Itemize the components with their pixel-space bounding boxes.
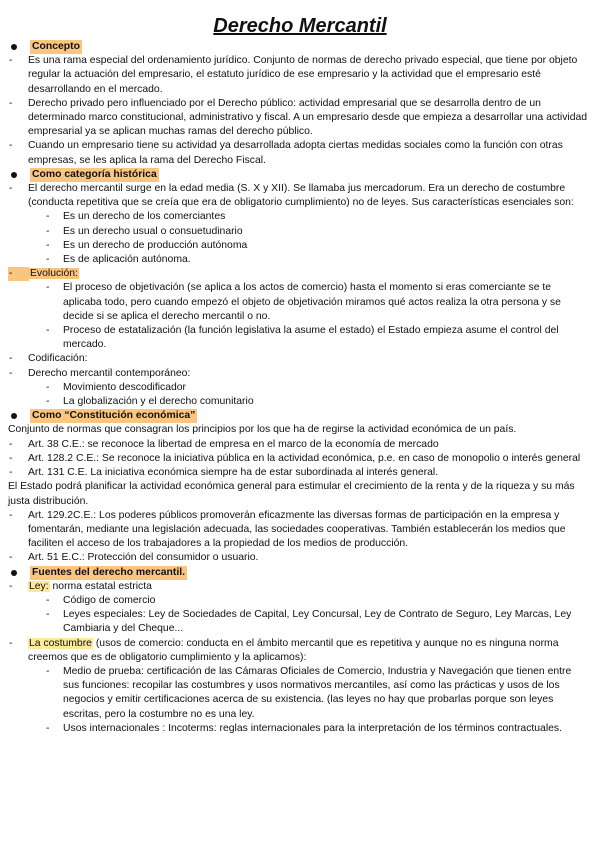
paragraph: El Estado podrá planificar la actividad económica general para estimular el crecimiento de la renta y de la riqueza y su más justa distribución. <box>8 481 575 507</box>
sub-list-item: - Usos internacionales : Incoterms: reglas internacionales para la interpretación de los términos contractuales. <box>46 722 563 734</box>
list-item: - Derecho privado pero influenciado por el Derecho público: actividad empresarial que se desarrolla dentro de un determinado marco constitucional, administrativo y fiscal. A un empresario desde que empieza a desarrollar una actividad empresarial ya se aplican muchas ramas del derecho público. <box>9 97 588 138</box>
sub-list-item: - Es un derecho usual o consuetudinario <box>46 225 243 237</box>
evolucion-label: Evolución: <box>30 268 78 280</box>
list-item: - Cuando un empresario tiene su actividad ya desarrollada adopta ciertas medidas sociales como la función con otras empresas, se les aplica la rama del Derecho Fiscal. <box>9 140 563 166</box>
section-heading-constitucion: Como “Constitución económica” <box>8 409 588 423</box>
section-heading-fuentes: Fuentes del derecho mercantil. <box>8 566 588 580</box>
bullet-icon <box>8 566 30 580</box>
costumbre-label: La costumbre <box>29 637 92 649</box>
paragraph: Conjunto de normas que consagran los principios por los que ha de regirse la actividad económica de un país. <box>8 424 517 436</box>
list-item: - Art. 128.2 C.E.: Se reconoce la iniciativa pública en la actividad económica, p.e. en caso de monopolio o interés general <box>9 452 581 464</box>
list-item: - Art. 131 C.E. La iniciativa económica siempre ha de estar subordinada al interés general. <box>9 467 439 479</box>
list-item-evolucion: - Evolución: <box>8 267 588 281</box>
list-item: - El derecho mercantil surge en la edad media (S. X y XII). Se llamaba jus mercadorum. Era un derecho de costumbre (conducta repetitiva que se creía que era de obligatorio cumplimiento) no de leyes. Sus características esenciales son: <box>9 183 574 209</box>
sub-list-item: - Código de comercio <box>46 594 156 606</box>
ley-label: Ley: <box>29 580 49 592</box>
bullet-icon <box>8 40 30 54</box>
list-item-costumbre: - La costumbre (usos de comercio: conducta en el ámbito mercantil que es repetitiva y aunque no es ninguna norma creemos que es de obligatorio cumplimiento y la aplicamos): <box>9 637 559 663</box>
sub-list-item: - Es un derecho de producción autónoma <box>46 239 248 251</box>
sub-list-item: - Movimiento descodificador <box>46 381 187 393</box>
sub-list-item: - La globalización y el derecho comunitario <box>46 396 254 408</box>
section-heading-concepto: Concepto <box>8 40 588 54</box>
sub-list-item: - Proceso de estatalización (la función legislativa la asume el estado) el Estado empieza asume el control del mercado. <box>46 325 559 351</box>
sub-list-item: - Es un derecho de los comerciantes <box>46 211 226 223</box>
list-item: - Codificación: <box>9 353 88 365</box>
section-heading-historia: Como categoría histórica <box>8 168 588 182</box>
page-title: Derecho Mercantil <box>213 15 387 37</box>
sub-list-item: - Leyes especiales: Ley de Sociedades de Capital, Ley Concursal, Ley de Contrato de Seguro, Ley Marcas, Ley Cambiaria y del Cheque... <box>46 609 572 635</box>
document-body <box>8 40 588 736</box>
sub-list-item: - El proceso de objetivación (se aplica a los actos de comercio) hasta el momento si eras comerciante se te aplicaba todo, pero cuando empezó el objeto de objetivación miramos qué actos realiza la otra persona y se decide si se aplica el derecho mercantil o no. <box>46 282 561 322</box>
list-item: - Es una rama especial del ordenamiento jurídico. Conjunto de normas de derecho privado especial, que tiene por objeto regular la actuación del empresario, el estatuto jurídico de ese empresario y la actividad que el empresario esté desarrollando en el mercado. <box>9 55 578 95</box>
list-item-ley: - Ley: norma estatal estricta <box>9 580 152 592</box>
list-item: - Art. 129.2C.E.: Los poderes públicos promoverán eficazmente las diversas formas de participación en la empresa y fomentarán, mediante una legislación adecuada, las sociedades cooperativas. También establecerán los medios que faciliten el acceso de los trabajadores a la propiedad de los medios de producción. <box>9 509 566 550</box>
bullet-icon <box>8 409 30 423</box>
list-item: - Art. 38 C.E.: se reconoce la libertad de empresa en el marco de la economía de mercado <box>9 438 439 450</box>
sub-list-item: - Medio de prueba: certificación de las Cámaras Oficiales de Comercio, Industria y Navegación que tienen entre sus funciones: recopilar las costumbres y usos normativos mercantiles, así como las prácticas y usos de los negocios y emitir certificaciones acerca de su existencia. (las leyes no hay que probarlas porque son leyes escritas, pero la costumbre no es una ley. <box>46 665 572 720</box>
list-item: - Derecho mercantil contemporáneo: <box>9 367 191 379</box>
list-item: - Art. 51 E.C.: Protección del consumidor o usuario. <box>9 552 259 564</box>
bullet-icon <box>8 168 30 182</box>
sub-list-item: - Es de aplicación autónoma. <box>46 254 191 266</box>
